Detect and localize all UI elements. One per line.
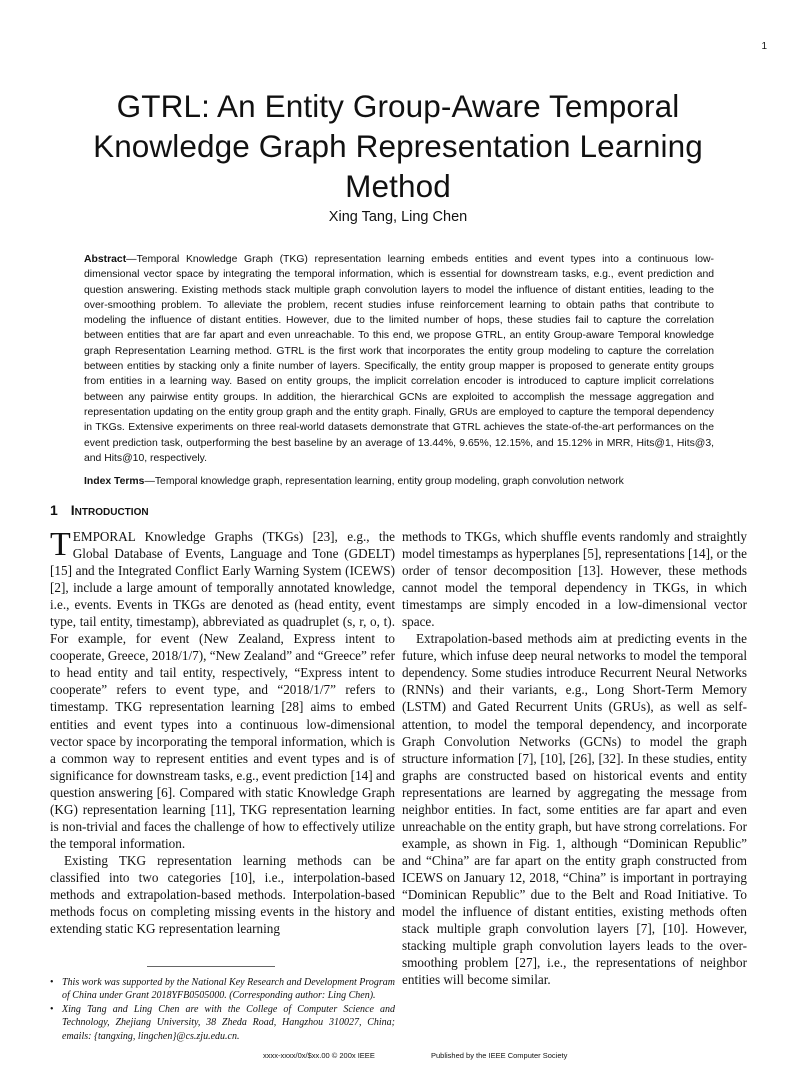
paper-title: GTRL: An Entity Group-Aware Temporal Knowledge Graph Representation Learning Method	[93, 88, 703, 204]
footer-publisher: Published by the IEEE Computer Society	[431, 1051, 568, 1060]
index-terms-label: Index Terms	[84, 476, 145, 487]
footnote-affiliation: • Xing Tang and Ling Chen are with the College of Computer Science and Technology, Zhejiang University, 38 Zheda Road, Hangzhou 310027, China; emails: {tangxing, lingchen}@cs.zju.edu.cn.	[50, 1003, 395, 1043]
paragraph-text: EMPORAL Knowledge Graphs (TKGs) [23], e.g., the Global Database of Events, Language and Tone (GDELT) [15] and the Integrated Conflict Early Warning System (ICEWS) [2], include a large amount of temporally annotated knowledge, i.e., events. Events in TKGs are denoted as (head entity, event type, tail entity, timestamp), abbreviated as quadruplet (s, r, o, t). For example, for event (New Zealand, Express intent to cooperate, Greece, 2018/1/7), “New Zealand” and “Greece” refer to head entity and tail entity, respectively, “Express intent to cooperate” refers to event type, and “2018/1/7” refers to timestamp. TKG representation learning [28] aims to embed entities and event types into a continuous low-dimensional vector space by incorporating the temporal information, which is a common way to represent entities and event types and is of significance for downstream tasks, e.g., event prediction [14] and question answering [6]. Compared with static Knowledge Graph (KG) representation learning [11], TKG representation learning is non-trivial and faces the challenge of how to effectively utilize the temporal information.	[50, 529, 395, 851]
paragraph: Existing TKG representation learning methods can be classified into two categories [10], i.e., interpolation-based methods and extrapolation-based methods. Interpolation-based methods focus on completing missing events in the history and extending static KG representation learning	[50, 852, 395, 937]
authors: Xing Tang, Ling Chen	[328, 209, 468, 225]
abstract-text: —Temporal Knowledge Graph (TKG) representation learning embeds entities and event types into a continuous low-dimensional vector space by integrating the temporal information, which is essential for downstream tasks, e.g., event prediction and question answering. Existing methods stack multiple graph convolution layers to model the influence of distant entities, leading to the over-smoothing problem. To alleviate the problem, recent studies infuse reinforcement learning to obtain paths that contribute to modeling the influence of distant entities. However, due to the limited number of hops, these studies fail to capture the correlation between entities that are far apart and even unreachable. To this end, we propose GTRL, an entity Group-aware Temporal knowledge graph Representation Learning method. GTRL is the first work that incorporates the entity group modeling to capture the correlation between entities by stacking only a finite number of layers. Specifically, the entity group mapper is proposed to generate entity groups from entities in a learning way. Based on entity groups, the implicit correlation encoder is introduced to capture implicit correlations between any pairwise entity groups. In addition, the hierarchical GCNs are exploited to accomplish the message aggregation and representation updating on the entity group graph and the entity graph. Finally, GRUs are employed to capture the temporal dependency in TKGs. Extensive experiments on three real-world datasets demonstrate that GTRL achieves the state-of-the-art performances on the event prediction task, outperforming the best baseline by an average of 13.44%, 9.65%, 12.15%, and 15.12% in MRR, Hits@1, Hits@3, and Hits@10, respectively.	[84, 254, 714, 464]
left-column	[50, 528, 395, 937]
section-title: Introduction	[70, 502, 149, 518]
abstract	[84, 252, 714, 466]
paragraph: Extrapolation-based methods aim at predicting events in the future, which infuse deep neural networks to model the temporal dependency. Some studies introduce Recurrent Neural Networks (RNNs) and their variants, e.g., Long Short-Term Memory (LSTM) and Gated Recurrent Units (GRUs), as well as self-attention, to model the temporal dependency, and incorporate Graph Convolution Networks (GCNs) to model the graph structure information [7], [10], [26], [32]. In these studies, entity graphs are constructed based on historical events and entity representations are learned by aggregating the message from neighbor entities. In fact, some entities are far apart and even unreachable on the entity graph, but have strong correlations. For example, as shown in Fig. 1, although “Dominican Republic” and “China” are far apart on the entity graph constructed from ICEWS on January 12, 2018, “China” is important in portraying “Dominican Republic” due to the Belt and Road Initiative. To model the influence of distant entities, existing methods often stack multiple graph convolution layers [7], [10]. However, stacking multiple graph convolution layers leads to the over-smoothing problem [27], i.e., the representations of neighbor entities will become similar.	[402, 631, 747, 988]
footnote-divider	[147, 966, 275, 967]
right-column	[402, 528, 747, 988]
drop-cap: T	[50, 526, 71, 563]
index-terms-text: —Temporal knowledge graph, representation learning, entity group modeling, graph convolution network	[144, 476, 624, 487]
section-number: 1	[50, 502, 58, 518]
page-number: 1	[761, 41, 767, 52]
index-terms	[84, 474, 714, 489]
footnote-funding: • This work was supported by the National Key Research and Development Program of China under Grant 2018YFB0505000. (Corresponding author: Ling Chen).	[50, 976, 395, 1003]
paragraph: methods to TKGs, which shuffle events randomly and straightly model timestamps as hyperplanes [5], representations [14], or the order of tensor decomposition [13]. However, these methods cannot model the temporal dependency in TKGs, in which timestamps are simply encoded in a low-dimensional vector space.	[402, 529, 747, 630]
footer-copyright: xxxx-xxxx/0x/$xx.00 © 200x IEEE	[263, 1051, 375, 1060]
footnotes	[50, 976, 395, 1043]
paragraph	[50, 528, 395, 852]
section-heading	[50, 502, 149, 518]
abstract-label: Abstract	[84, 254, 127, 265]
